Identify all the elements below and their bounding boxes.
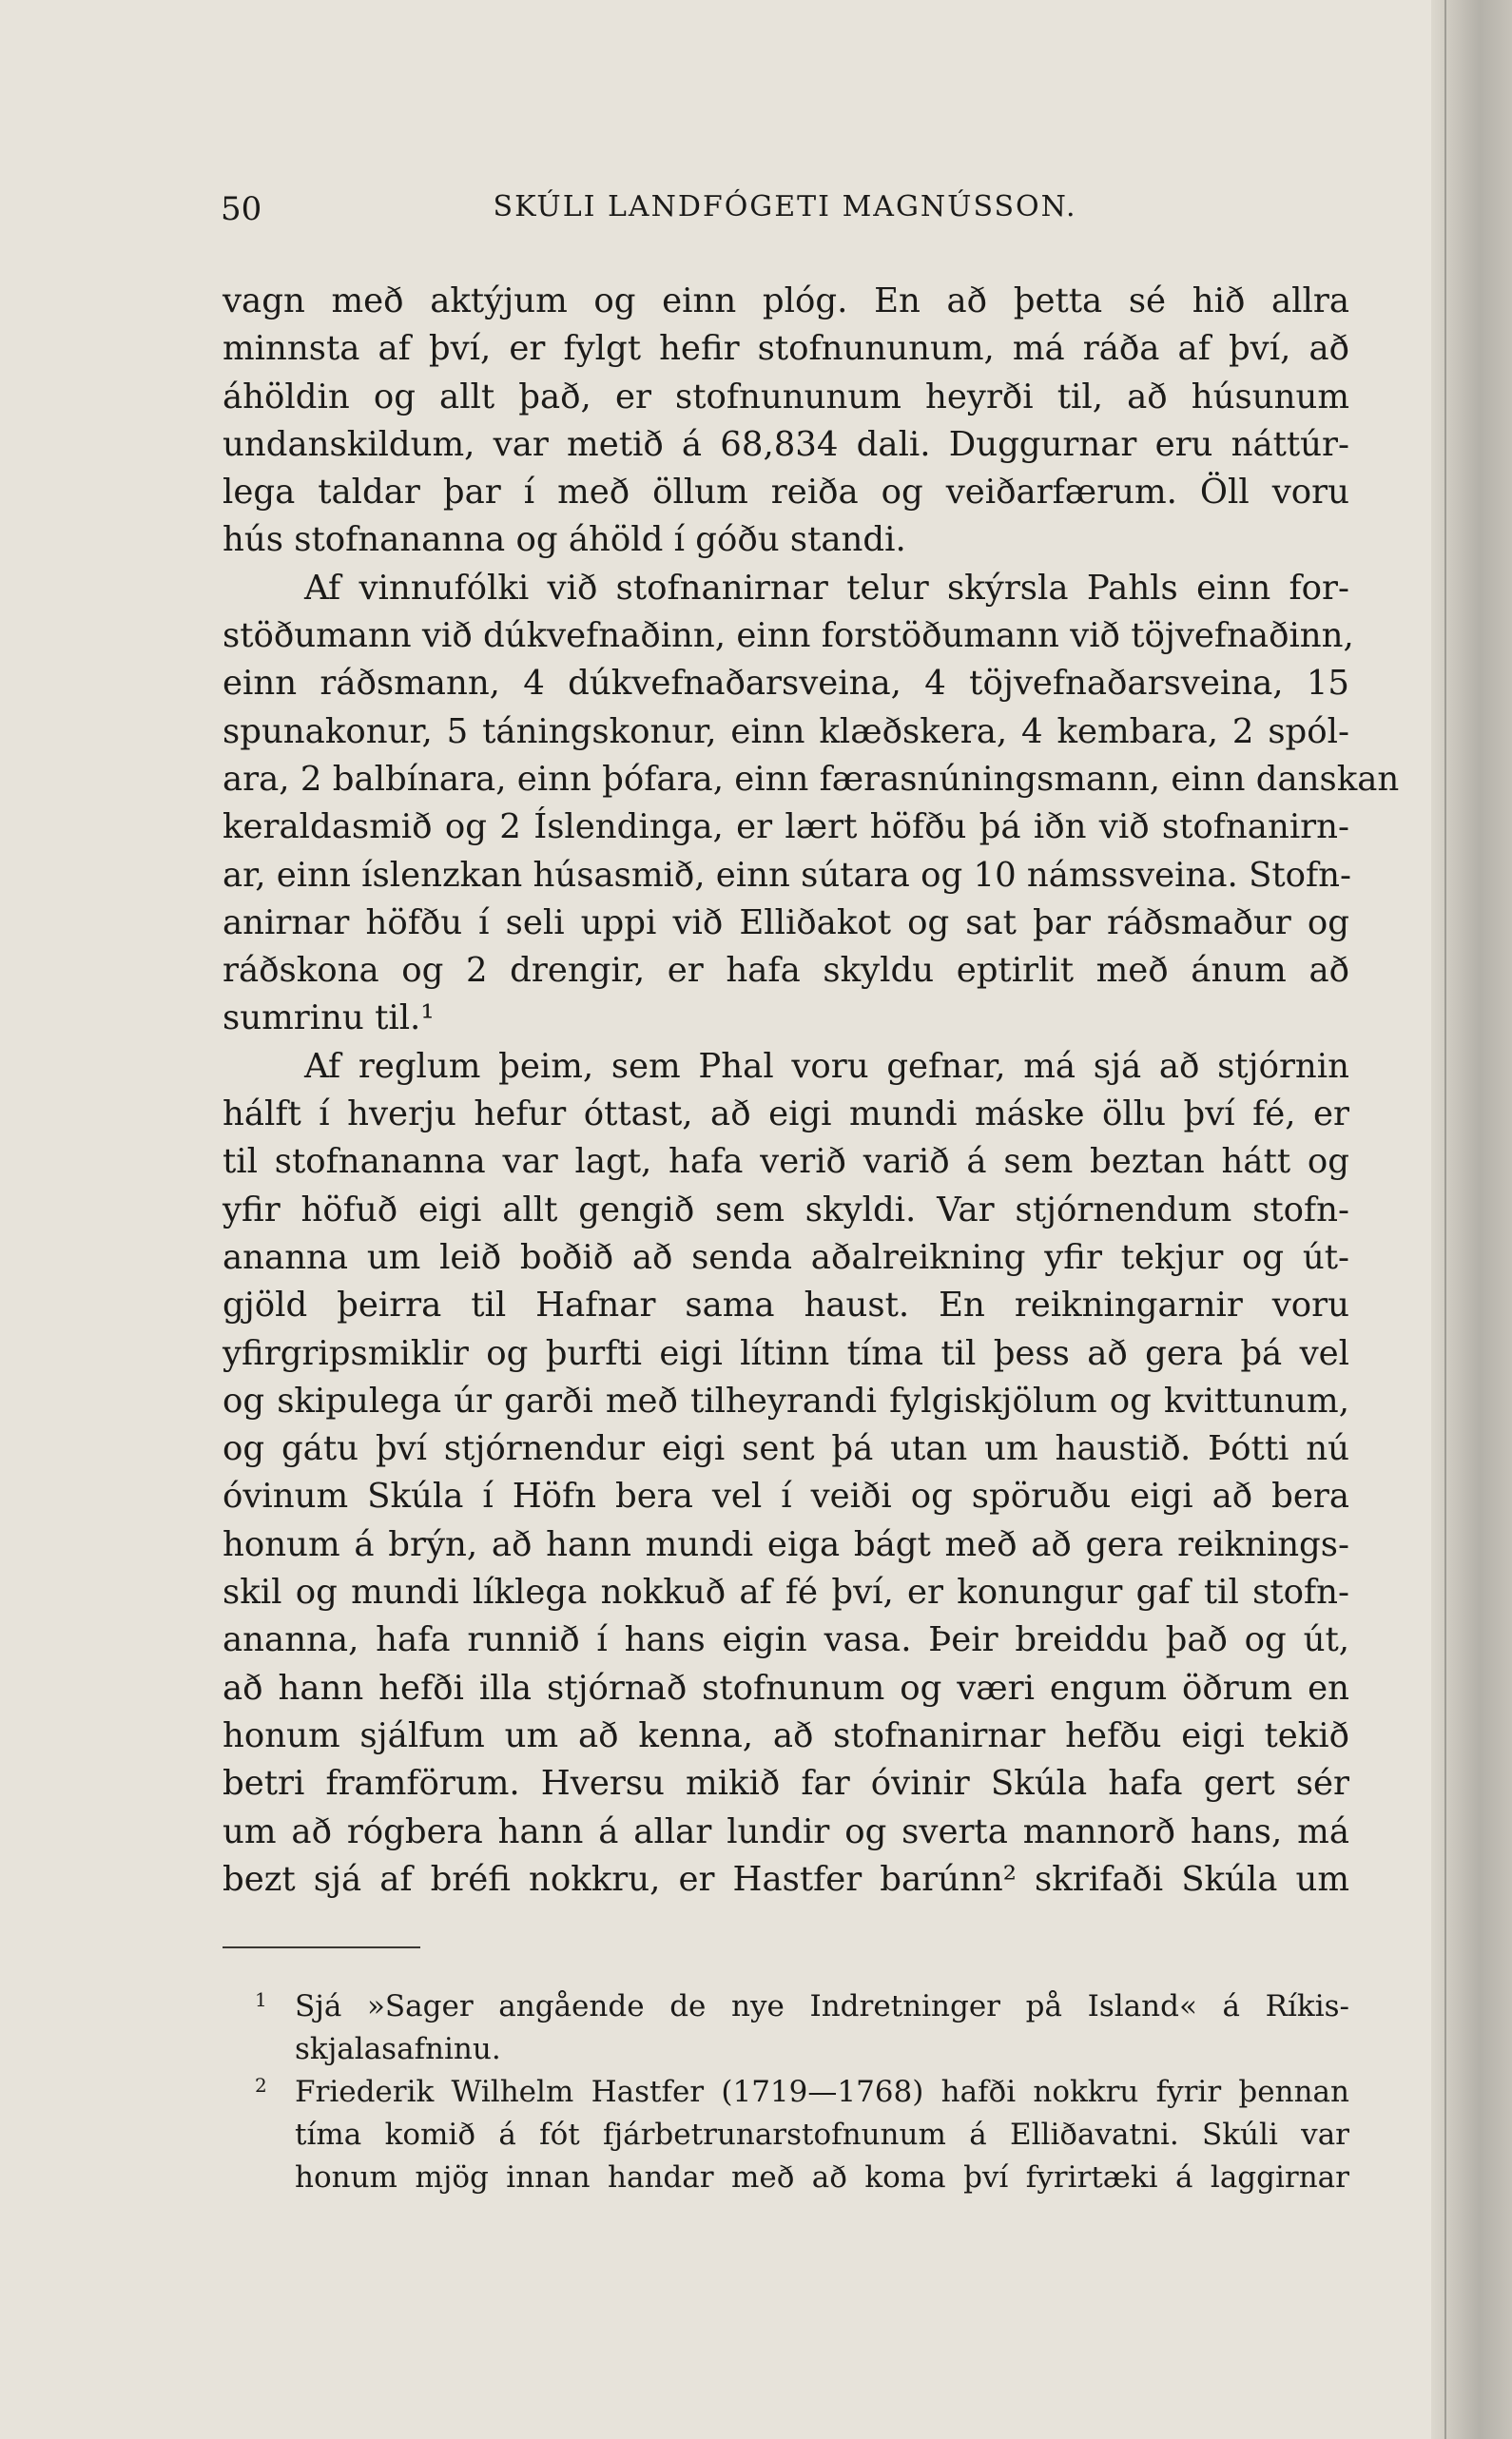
text-line: áhöldin og allt það, er stofnununum heyrði til, að húsunum: [223, 377, 1349, 416]
text-line: gjöld þeirra til Hafnar sama haust. En reikningarnir voru: [223, 1286, 1349, 1326]
text-line: til stofnananna var lagt, hafa verið varið á sem beztan hátt og: [223, 1142, 1349, 1182]
text-line: betri framförum. Hversu mikið far óvinir Skúla hafa gert sér: [223, 1764, 1349, 1804]
text-line: undanskildum, var metið á 68,834 dali. Duggurnar eru náttúr-: [223, 424, 1349, 464]
footnote-line: skjalasafninu.: [295, 2032, 501, 2066]
page-header: [221, 190, 1349, 238]
text-line: spunakonur, 5 táningskonur, einn klæðskera, 4 kembara, 2 spól-: [223, 711, 1349, 751]
text-line: ananna, hafa runnið í hans eigin vasa. Þeir breiddu það og út,: [223, 1620, 1349, 1660]
book-gutter: [1431, 0, 1512, 2439]
text-line: sumrinu til.¹: [223, 998, 435, 1038]
footnote-line: [255, 1985, 1349, 2028]
footnote-line: honum mjög innan handar með að koma því fyrirtæki á laggirnar: [295, 2160, 1349, 2195]
text-line: bezt sjá af bréfi nokkru, er Hastfer barúnn² skrifaði Skúla um: [223, 1859, 1349, 1899]
text-line: hús stofnananna og áhöld í góðu standi.: [223, 520, 906, 560]
running-title: SKÚLI LANDFÓGETI MAGNÚSSON.: [493, 190, 1077, 223]
text-line: um að rógbera hann á allar lundir og sverta mannorð hans, má: [223, 1811, 1349, 1851]
text-line: óvinum Skúla í Höfn bera vel í veiði og spöruðu eigi að bera: [223, 1477, 1349, 1517]
text-line: honum á brýn, að hann mundi eiga bágt með að gera reiknings-: [223, 1524, 1349, 1564]
footnote-line: tíma komið á fót fjárbetrunarstofnunum á Elliðavatni. Skúli var: [295, 2118, 1349, 2152]
text-line: einn ráðsmann, 4 dúkvefnaðarsveina, 4 töjvefnaðarsveina, 15: [223, 664, 1349, 704]
text-line: hálft í hverju hefur óttast, að eigi mundi máske öllu því fé, er: [223, 1094, 1349, 1134]
footnote-line: [255, 2071, 1349, 2114]
text-line: ar, einn íslenzkan húsasmið, einn sútara og 10 námssveina. Stofn-: [223, 855, 1352, 895]
text-line: ara, 2 balbínara, einn þófara, einn færasnúningsmann, einn danskan: [223, 759, 1400, 799]
text-line: minnsta af því, er fylgt hefir stofnununum, má ráða af því, að: [223, 329, 1349, 369]
footnotes: [255, 1985, 1349, 2199]
text-line: og gátu því stjórnendur eigi sent þá utan um haustið. Þótti nú: [223, 1429, 1349, 1469]
footnote-marker: 1: [255, 1988, 267, 2011]
text-line: honum sjálfum um að kenna, að stofnanirnar hefðu eigi tekið: [223, 1715, 1349, 1755]
text-line: og skipulega úr garði með tilheyrandi fylgiskjölum og kvittunum,: [223, 1381, 1349, 1421]
text-line: að hann hefði illa stjórnað stofnunum og væri engum öðrum en: [223, 1668, 1349, 1708]
text-line: Af vinnufólki við stofnanirnar telur skýrsla Pahls einn for-: [304, 568, 1349, 608]
page-number: 50: [221, 190, 262, 228]
footnote-marker: 2: [255, 2074, 267, 2097]
text-line: anirnar höfðu í seli uppi við Elliðakot og sat þar ráðsmaður og: [223, 902, 1349, 942]
main-text: [223, 278, 1400, 1904]
text-line: skil og mundi líklega nokkuð af fé því, er konungur gaf til stofn-: [223, 1573, 1349, 1613]
footnote-text: Sjá »Sager angående de nye Indretninger på Island« á Ríkis-: [295, 1989, 1349, 2023]
text-line: keraldasmið og 2 Íslendinga, er lært höfðu þá iðn við stofnanirn-: [223, 807, 1349, 847]
footnote-separator: [223, 1946, 420, 1948]
text-line: ananna um leið boðið að senda aðalreikning yfir tekjur og út-: [223, 1237, 1349, 1277]
text-line: lega taldar þar í með öllum reiða og veiðarfærum. Öll voru: [223, 473, 1349, 513]
footnote-text: Friederik Wilhelm Hastfer (1719—1768) hafði nokkru fyrir þennan: [295, 2075, 1349, 2109]
text-line: vagn með aktýjum og einn plóg. En að þetta sé hið allra: [223, 281, 1349, 320]
text-line: ráðskona og 2 drengir, er hafa skyldu eptirlit með ánum að: [223, 951, 1349, 991]
text-line: Af reglum þeim, sem Phal voru gefnar, má sjá að stjórnin: [304, 1046, 1349, 1086]
text-line: stöðumann við dúkvefnaðinn, einn forstöðumann við töjvefnaðinn,: [223, 616, 1354, 656]
text-line: yfir höfuð eigi allt gengið sem skyldi. Var stjórnendum stofn-: [223, 1190, 1349, 1229]
text-line: yfirgripsmiklir og þurfti eigi lítinn tíma til þess að gera þá vel: [223, 1333, 1349, 1373]
